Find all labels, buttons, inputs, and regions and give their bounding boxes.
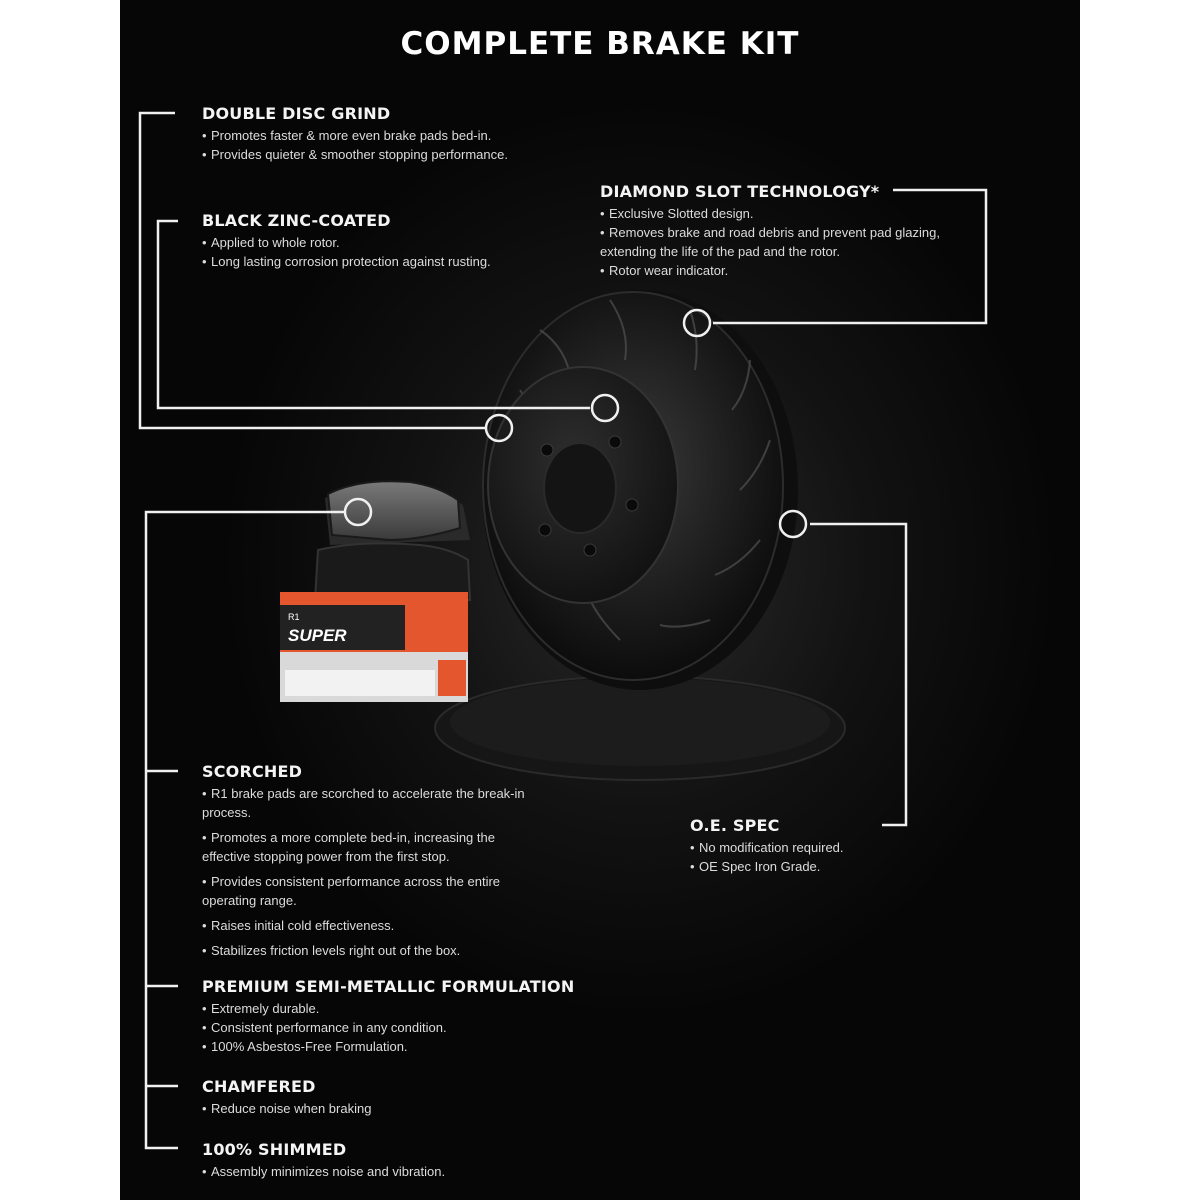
feature-double-disc-grind [202,104,508,164]
feature-bullet: • Reduce noise when braking [202,1101,372,1116]
feature-bullet: • Long lasting corrosion protection against rusting. [202,254,491,269]
feature-bullet: • Applied to whole rotor. [202,235,340,250]
feature-bullet: • OE Spec Iron Grade. [690,859,821,874]
feature-heading: BLACK ZINC-COATED [202,211,391,230]
callout-dot-grind [486,415,512,441]
feature-bullet: • Provides quieter & smoother stopping performance. [202,147,508,162]
feature-shimmed [202,1140,445,1181]
feature-bullet: • Exclusive Slotted design. [600,206,754,221]
callout-dot-oe [780,511,806,537]
feature-heading: CHAMFERED [202,1077,316,1096]
feature-bullet: • Removes brake and road debris and prevent pad glazing, extending the life of the pad and the rotor. [600,225,940,259]
feature-heading: DOUBLE DISC GRIND [202,104,391,123]
feature-bullet: • No modification required. [690,840,844,855]
feature-bullet: • Stabilizes friction levels right out of the box. [202,943,461,958]
feature-bullet: • Assembly minimizes noise and vibration. [202,1164,446,1179]
feature-heading: O.E. SPEC [690,816,780,835]
feature-heading: 100% SHIMMED [202,1140,347,1159]
box-brand-text: R1 [288,612,300,622]
feature-heading: DIAMOND SLOT TECHNOLOGY* [600,182,880,201]
feature-bullet: • R1 brake pads are scorched to accelerate the break-in process. [202,786,525,820]
feature-heading: SCORCHED [202,762,303,781]
feature-bullet: • Extremely durable. [202,1001,320,1016]
callout-dot-zinc [592,395,618,421]
box-product-text: SUPER [288,626,347,645]
feature-heading: PREMIUM SEMI-METALLIC FORMULATION [202,977,575,996]
feature-diamond-slot [600,182,960,280]
feature-bullet: • Promotes faster & more even brake pads bed-in. [202,128,492,143]
feature-oe-spec [690,816,890,876]
page-title: COMPLETE BRAKE KIT [400,26,800,62]
product-infographic [120,0,1080,1200]
feature-bullet: • Provides consistent performance across the entire operating range. [202,874,501,908]
callout-dot-pad [345,499,371,525]
callout-dot-slot [684,310,710,336]
feature-bullet: • Rotor wear indicator. [600,263,729,278]
feature-bullet: • Consistent performance in any condition. [202,1020,447,1035]
feature-bullet: • Promotes a more complete bed-in, increasing the effective stopping power from the first stop. [202,830,495,864]
feature-chamfered [202,1077,371,1118]
feature-bullet: • Raises initial cold effectiveness. [202,918,395,933]
feature-black-zinc [202,211,491,271]
feature-scorched [202,762,542,966]
feature-bullet: • 100% Asbestos-Free Formulation. [202,1039,408,1054]
feature-semi-metallic [202,977,574,1056]
